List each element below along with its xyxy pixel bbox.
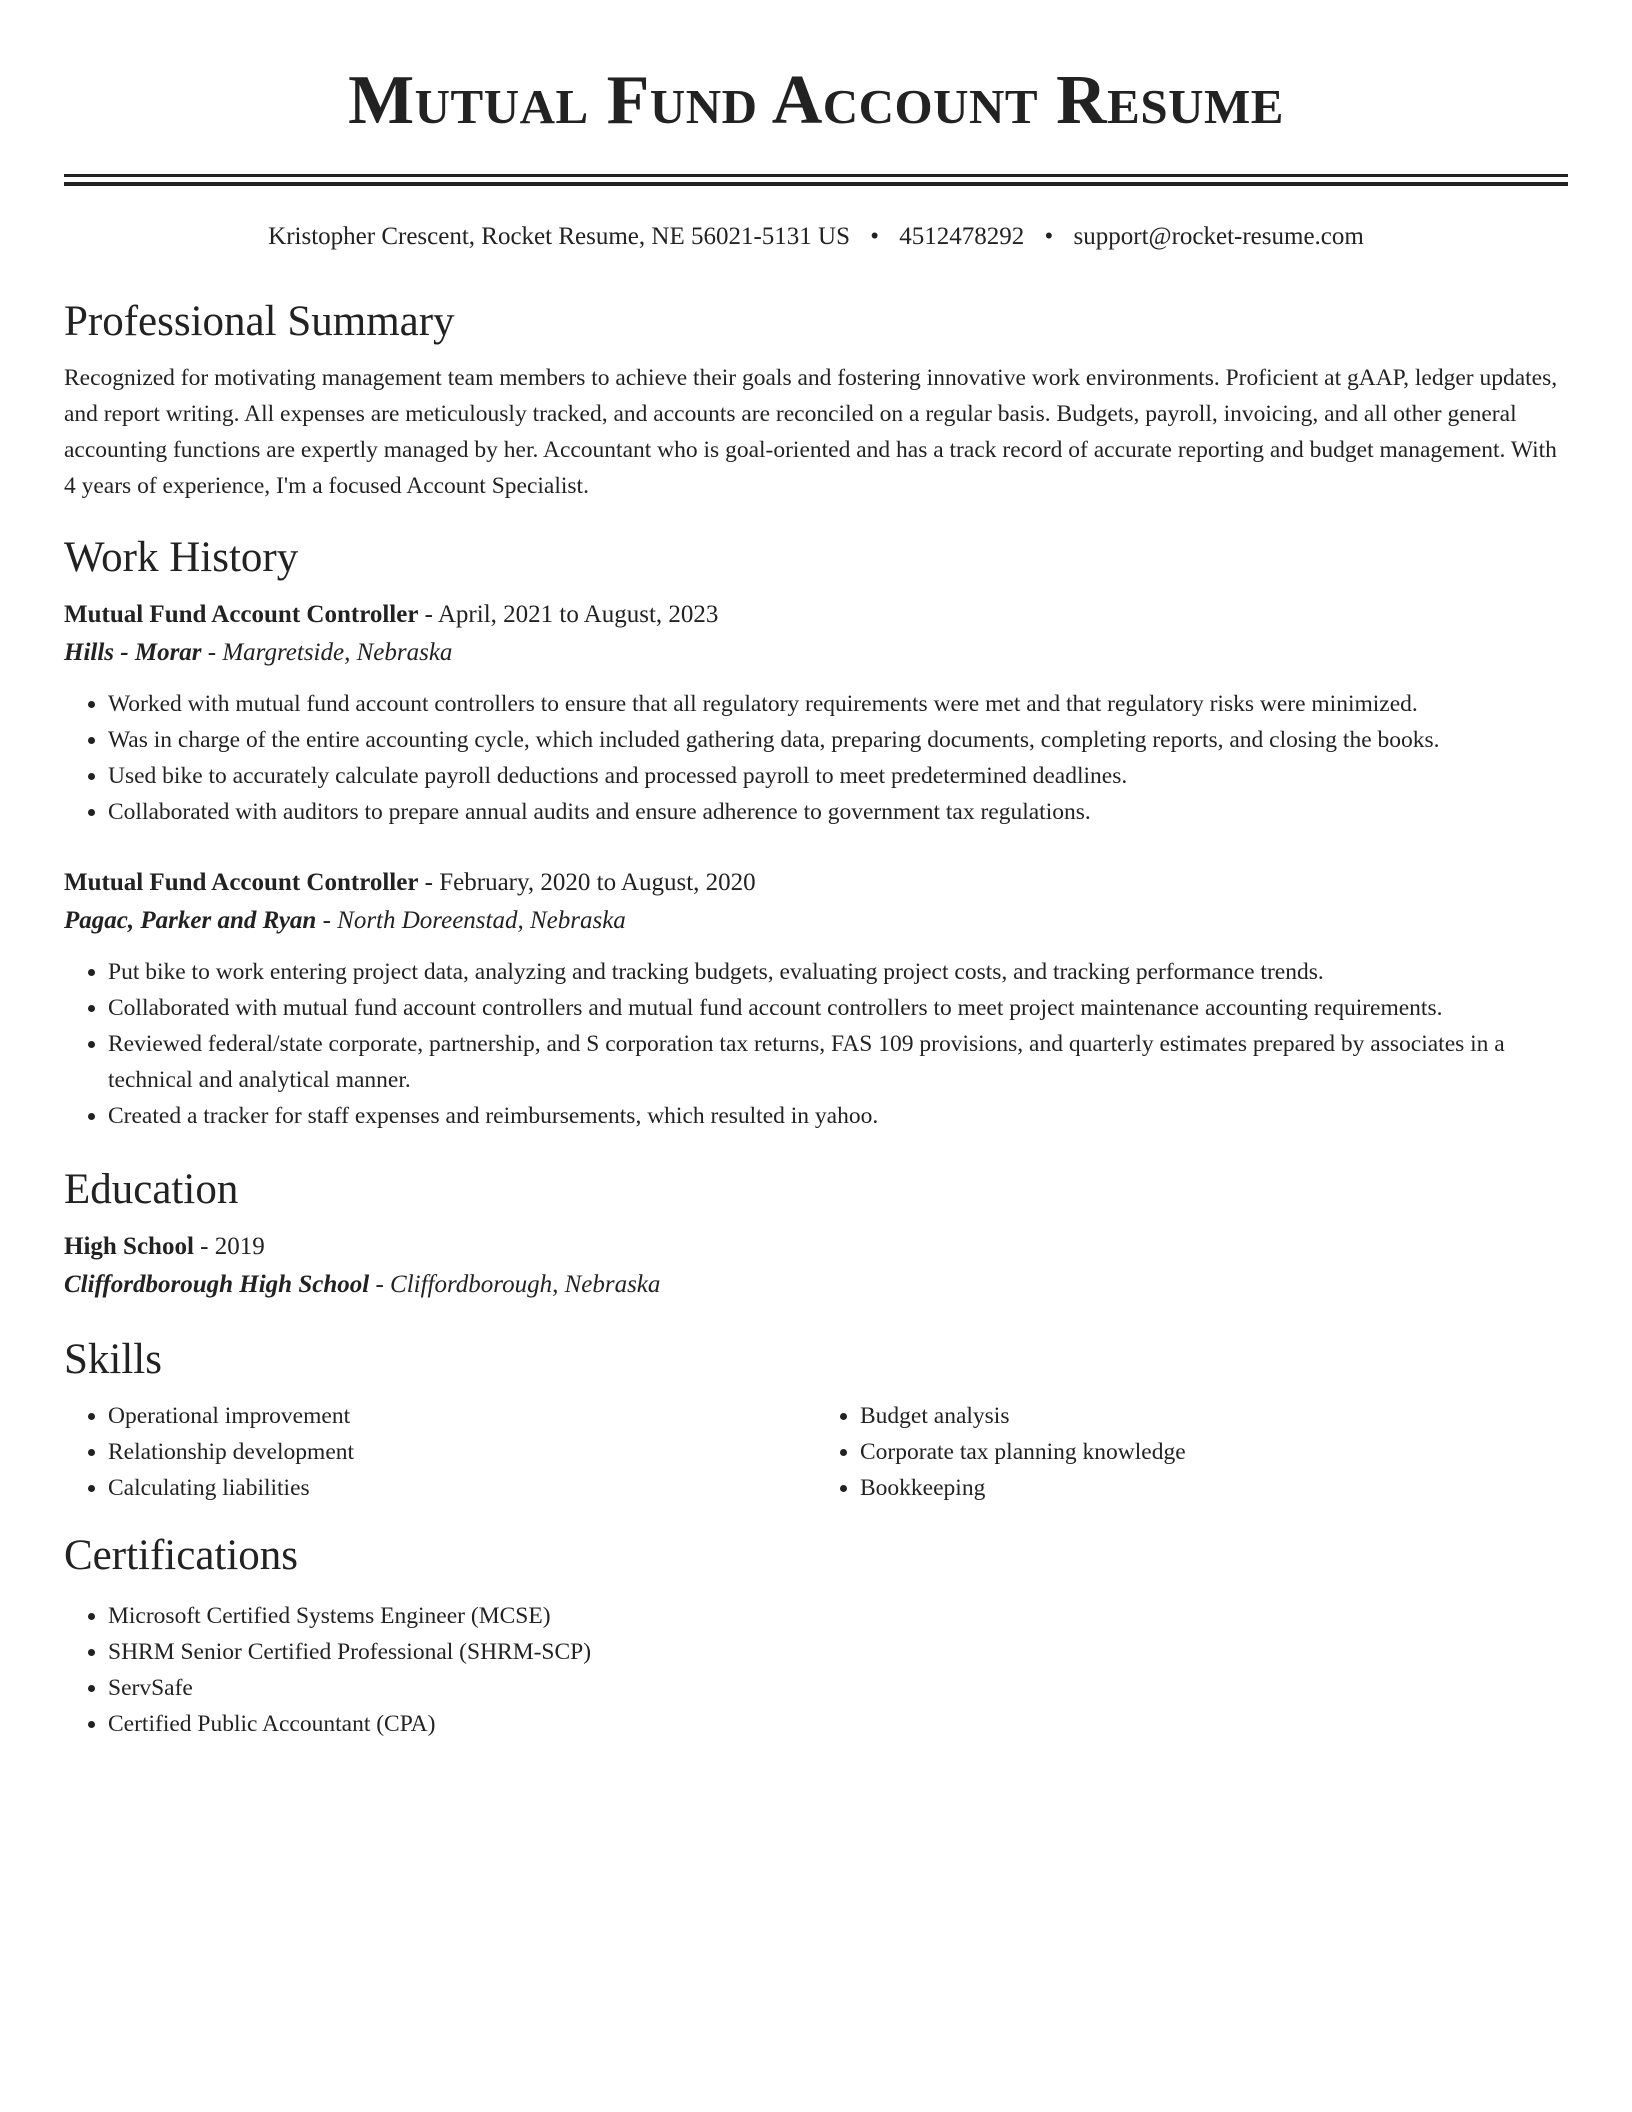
- skill-item: • Relationship development: [108, 1434, 816, 1470]
- skill-item: • Budget analysis: [860, 1398, 1568, 1434]
- job-bullet: • Used bike to accurately calculate payroll deductions and processed payroll to meet predetermined deadlines.: [108, 758, 1568, 794]
- job-bullet: • Was in charge of the entire accounting cycle, which included gathering data, preparing documents, completing reports, and closing the books.: [108, 722, 1568, 758]
- job-bullets: [64, 686, 1568, 830]
- skill-item: • Operational improvement: [108, 1398, 816, 1434]
- skills-section: [64, 1332, 1568, 1506]
- contact-line: [64, 220, 1568, 254]
- job-bullet: • Collaborated with mutual fund account controllers and mutual fund account controllers to meet project maintenance accounting requirements.: [108, 990, 1568, 1026]
- work-history-section: [64, 530, 1568, 1134]
- school-name: Cliffordborough High School: [64, 1271, 370, 1298]
- professional-summary-section: [64, 294, 1568, 504]
- certification-item: • ServSafe: [108, 1670, 1568, 1706]
- company-name: Pagac, Parker and Ryan: [64, 907, 317, 934]
- degree-line: [64, 1228, 1568, 1266]
- job-bullets: [64, 954, 1568, 1134]
- job-bullet: • Created a tracker for staff expenses and reimbursements, which resulted in yahoo.: [108, 1098, 1568, 1134]
- certification-item: • Microsoft Certified Systems Engineer (MCSE): [108, 1598, 1568, 1634]
- job-title-line: [64, 596, 1568, 634]
- job-dates: - April, 2021 to August, 2023: [418, 601, 719, 628]
- skills-grid: [64, 1398, 1568, 1506]
- skill-item: • Bookkeeping: [860, 1470, 1568, 1506]
- job-entry: [64, 864, 1568, 1134]
- skills-column-right: [816, 1398, 1568, 1506]
- resume-title: Mutual Fund Account Resume: [348, 62, 1284, 139]
- job-dates: - February, 2020 to August, 2020: [418, 869, 756, 896]
- degree: High School: [64, 1233, 194, 1260]
- summary-text: Recognized for motivating management team members to achieve their goals and fostering innovative work environments. Proficient at gAAP, ledger updates, and report writing. All expenses are meticulously tracked, and accounts are reconciled on a regular basis. Budgets, payroll, invoicing, and all other general accounting functions are expertly managed by her. Accountant who is goal-oriented and has a track record of accurate reporting and budget management. With 4 years of experience, I'm a focused Account Specialist.: [64, 365, 1558, 499]
- job-title-line: [64, 864, 1568, 902]
- company-location: - Margretside, Nebraska: [201, 639, 453, 666]
- skills-column-left: [64, 1398, 816, 1506]
- contact-separator: •: [870, 223, 880, 250]
- certification-item: • SHRM Senior Certified Professional (SHRM-SCP): [108, 1634, 1568, 1670]
- school-line: [64, 1266, 1568, 1304]
- job-title: Mutual Fund Account Controller: [64, 601, 419, 628]
- school-location: - Cliffordborough, Nebraska: [369, 1271, 661, 1298]
- work-history-heading: Work History: [64, 534, 299, 581]
- company-name: Hills - Morar: [64, 639, 202, 666]
- contact-email: support@rocket-resume.com: [1073, 223, 1364, 250]
- company-line: [64, 634, 1568, 672]
- education-section: [64, 1162, 1568, 1304]
- certifications-heading: Certifications: [64, 1532, 299, 1579]
- job-title: Mutual Fund Account Controller: [64, 869, 419, 896]
- summary-heading: Professional Summary: [64, 298, 455, 345]
- certification-item: • Certified Public Accountant (CPA): [108, 1706, 1568, 1742]
- job-bullet: • Put bike to work entering project data, analyzing and tracking budgets, evaluating project costs, and tracking performance trends.: [108, 954, 1568, 990]
- education-heading: Education: [64, 1166, 239, 1213]
- title-double-rule: [64, 174, 1568, 186]
- skill-item: • Calculating liabilities: [108, 1470, 816, 1506]
- contact-phone: 4512478292: [899, 223, 1025, 250]
- certifications-section: [64, 1528, 1568, 1742]
- contact-separator: •: [1044, 223, 1054, 250]
- job-entry: [64, 596, 1568, 830]
- contact-address: Kristopher Crescent, Rocket Resume, NE 56021-5131 US: [268, 223, 851, 250]
- skill-item: • Corporate tax planning knowledge: [860, 1434, 1568, 1470]
- job-bullet: • Reviewed federal/state corporate, partnership, and S corporation tax returns, FAS 109 provisions, and quarterly estimates prepared by associates in a technical and analytical manner.: [108, 1026, 1568, 1098]
- job-bullet: • Collaborated with auditors to prepare annual audits and ensure adherence to government tax regulations.: [108, 794, 1568, 830]
- skills-heading: Skills: [64, 1336, 162, 1383]
- job-bullet: • Worked with mutual fund account controllers to ensure that all regulatory requirements were met and that regulatory risks were minimized.: [108, 686, 1568, 722]
- certifications-list: [64, 1598, 1568, 1742]
- company-location: - North Doreenstad, Nebraska: [316, 907, 626, 934]
- graduation-year: - 2019: [193, 1233, 265, 1260]
- company-line: [64, 902, 1568, 940]
